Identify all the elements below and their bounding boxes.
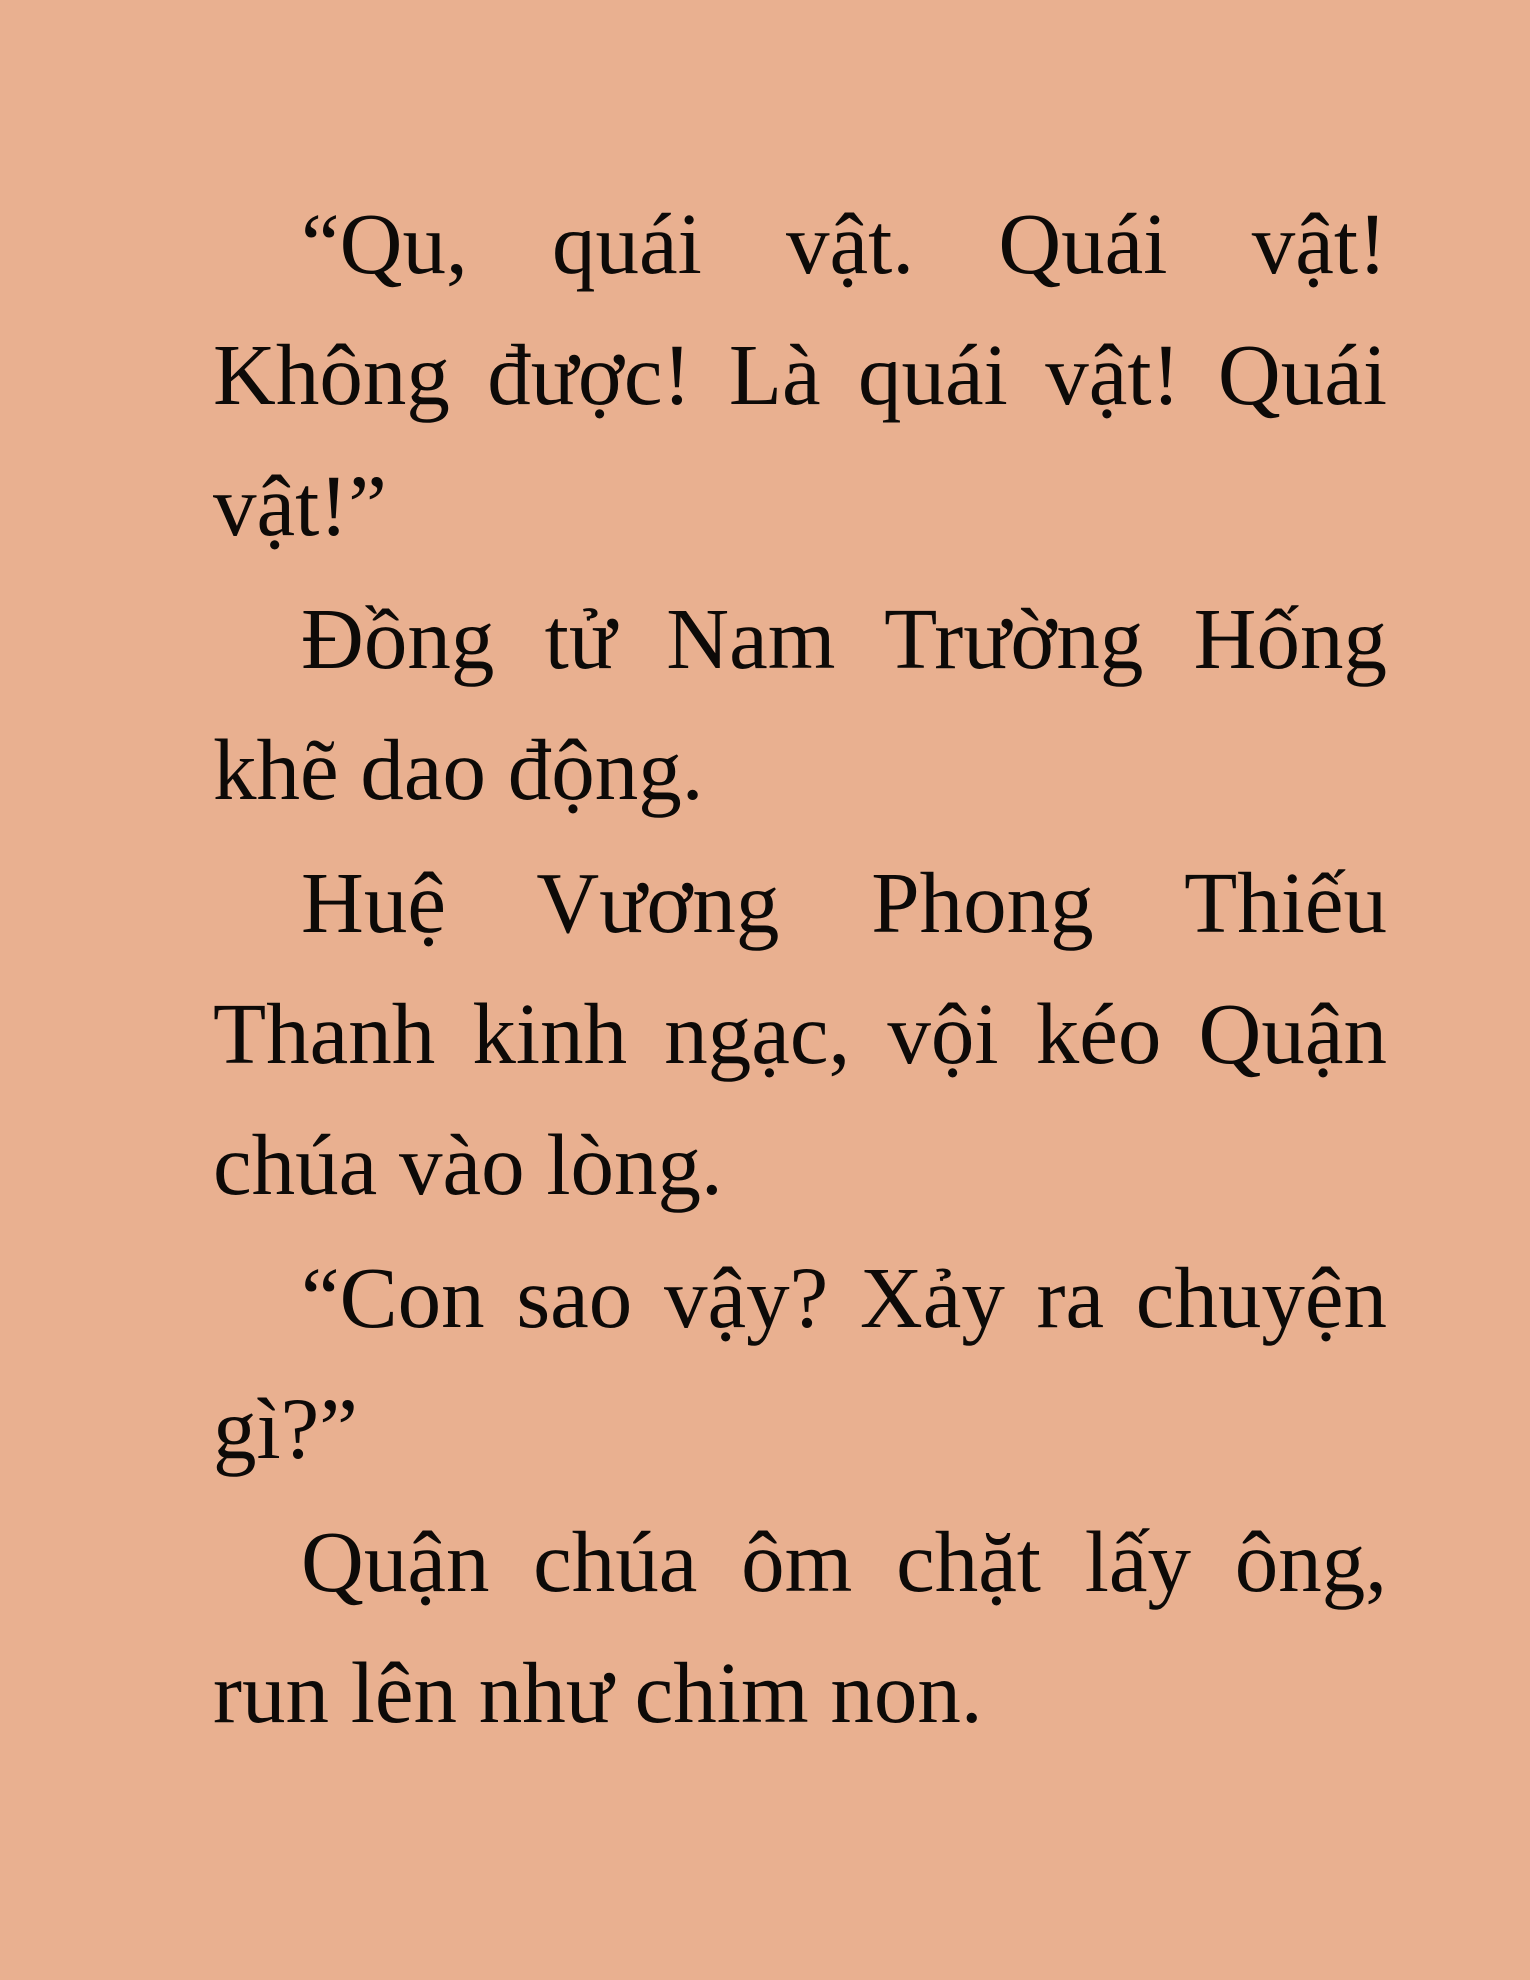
paragraph-3: Huệ Vương Phong Thiếu Thanh kinh ngạc, vội kéo Quận chúa vào lòng. [213,854,1387,1213]
paragraph-2: Đồng tử Nam Trường Hống khẽ dao động. [213,590,1387,818]
paragraph-5: Quận chúa ôm chặt lấy ông, run lên như chim non. [213,1513,1387,1741]
paragraph-1: “Qu, quái vật. Quái vật! Không được! Là quái vật! Quái vật!” [213,195,1387,554]
paragraph-4: “Con sao vậy? Xảy ra chuyện gì?” [213,1249,1387,1477]
document-page [213,178,1387,1760]
